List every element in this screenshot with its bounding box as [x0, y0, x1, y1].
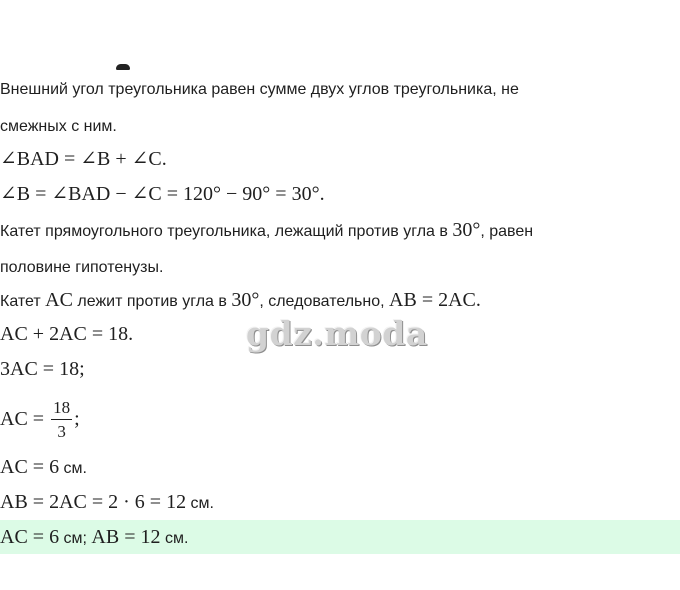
formula-fraction-equation: [0, 396, 80, 442]
formula-triple-equation: 3AC = 18;: [0, 358, 85, 380]
text-exterior-angle-line-1: Внешний угол треугольника равен сумме двух углов треугольника, не: [0, 81, 519, 98]
ab-result-math: AB = 2AC = 2 · 6 = 12: [0, 491, 187, 513]
formula-sum-equation: AC + 2AC = 18.: [0, 323, 134, 345]
formula-ac-result: [0, 456, 87, 480]
fraction-numerator: 18: [51, 399, 72, 420]
answer-line: [0, 526, 188, 550]
fraction-tail: ;: [74, 408, 80, 430]
text-leg-ac-statement: [0, 289, 481, 313]
fraction: [51, 399, 72, 441]
answer-ac-unit: см;: [63, 530, 87, 547]
answer-ac-math: AC = 6: [0, 526, 60, 548]
formula-ab-result: [0, 491, 214, 515]
answer-ab-unit: см.: [164, 530, 189, 547]
text-leg-rule-line-2: половине гипотенузы.: [0, 259, 164, 276]
fraction-lhs: AC =: [0, 408, 45, 430]
ac-result-unit: см.: [63, 460, 87, 477]
leg-ac-symbol: AC: [45, 289, 73, 311]
leg-ac-text-2: лежит против угла в: [77, 293, 227, 310]
text-leg-rule-line-1: [0, 219, 533, 243]
answer-highlight: [0, 520, 680, 554]
formula-bad-sum: ∠BAD = ∠B + ∠C.: [0, 148, 167, 170]
ab-result-unit: см.: [190, 495, 214, 512]
leg-rule-text-start: Катет прямоугольного треугольника, лежащий против угла в: [0, 223, 448, 240]
ac-result-math: AC = 6: [0, 456, 60, 478]
leg-ac-ab-equation: AB = 2AC.: [389, 289, 481, 311]
formula-b-value: ∠B = ∠BAD − ∠C = 120° − 90° = 30°.: [0, 183, 325, 205]
fraction-denominator: 3: [57, 422, 66, 442]
cropped-heading-fragment: [116, 64, 130, 70]
watermark-logo: gdz.moda: [246, 314, 428, 353]
text-exterior-angle-line-2: смежных с ним.: [0, 118, 117, 135]
leg-ac-text-3: , следовательно,: [259, 293, 385, 310]
leg-ac-angle: 30°: [231, 289, 260, 311]
leg-rule-text-end: , равен: [480, 223, 534, 240]
leg-rule-angle: 30°: [452, 219, 481, 241]
leg-ac-text-1: Катет: [0, 293, 41, 310]
answer-ab-math: AB = 12: [91, 526, 161, 548]
